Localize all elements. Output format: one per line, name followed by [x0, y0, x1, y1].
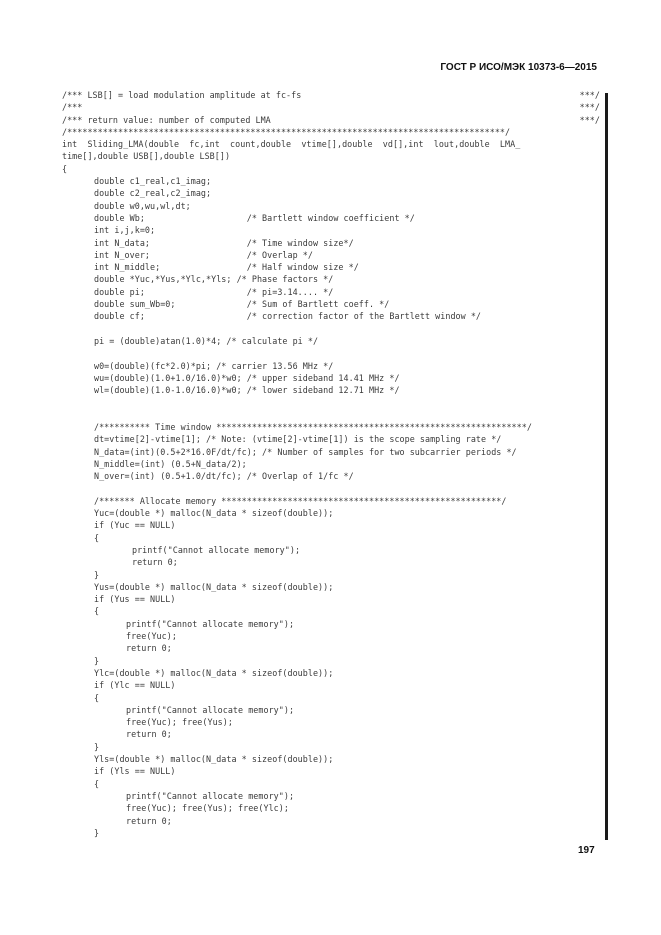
- code-text: /********** Time window *************************************************************/: [94, 422, 532, 433]
- change-bar: [605, 93, 608, 840]
- code-line: [62, 163, 602, 175]
- code-text: int N_data; /* Time window size*/: [94, 237, 354, 248]
- code-line: [62, 126, 602, 138]
- code-text: }: [94, 569, 100, 580]
- code-text: int Sliding_LMA(double fc,int count,double vtime[],double vd[],int lout,double LMA_: [62, 139, 521, 150]
- code-text: }: [94, 741, 100, 752]
- code-text: printf("Cannot allocate memory");: [126, 704, 295, 715]
- code-listing: [62, 89, 602, 839]
- code-text: {: [94, 692, 100, 703]
- code-line: [62, 495, 602, 507]
- code-text: {: [94, 606, 100, 617]
- code-line: [62, 827, 602, 839]
- code-line: [62, 605, 602, 617]
- code-text: /***: [62, 102, 83, 113]
- code-line: [62, 642, 602, 654]
- code-text: wl=(double)(1.0-1.0/16.0)*w0; /* lower sideband 12.71 MHz */: [94, 385, 400, 396]
- code-line: [62, 753, 602, 765]
- code-line: [62, 519, 602, 531]
- code-line: [62, 89, 602, 101]
- page-number: 197: [578, 845, 595, 856]
- code-text: free(Yuc); free(Yus); free(Ylc);: [126, 803, 289, 814]
- code-line: [62, 618, 602, 630]
- code-text: {: [62, 163, 68, 174]
- code-line: [62, 483, 602, 495]
- code-text: N_middle=(int) (0.5+N_data/2);: [94, 458, 247, 469]
- code-text: double *Yuc,*Yus,*Ylc,*Yls; /* Phase factors */: [94, 274, 334, 285]
- code-line: [62, 372, 602, 384]
- code-text: return 0;: [132, 557, 178, 568]
- code-text: free(Yuc);: [126, 631, 177, 642]
- code-text: N_data=(int)(0.5+2*16.0F/dt/fc); /* Number of samples for two subcarrier periods */: [94, 446, 517, 457]
- code-line: [62, 273, 602, 285]
- code-text: wu=(double)(1.0+1.0/16.0)*w0; /* upper sideband 14.41 MHz */: [94, 372, 400, 383]
- code-text: if (Yls == NULL): [94, 766, 176, 777]
- code-text: if (Yus == NULL): [94, 594, 176, 605]
- code-text: double w0,wu,wl,dt;: [94, 200, 191, 211]
- code-line: [62, 298, 602, 310]
- code-text: int i,j,k=0;: [94, 225, 156, 236]
- code-line: [62, 261, 602, 273]
- code-text: free(Yuc); free(Yus);: [126, 717, 233, 728]
- code-text: Yus=(double *) malloc(N_data * sizeof(double));: [94, 581, 334, 592]
- code-text: Yuc=(double *) malloc(N_data * sizeof(double));: [94, 508, 334, 519]
- code-text: if (Yuc == NULL): [94, 520, 176, 531]
- comment-end: ***/: [579, 114, 600, 125]
- code-line: [62, 532, 602, 544]
- document-header: ГОСТ Р ИСО/МЭК 10373-6—2015: [440, 62, 597, 73]
- code-text: double pi; /* pi=3.14.... */: [94, 286, 334, 297]
- code-line: [62, 175, 602, 187]
- comment-end: ***/: [579, 102, 600, 113]
- code-line: [62, 655, 602, 667]
- code-line: [62, 692, 602, 704]
- code-text: return 0;: [126, 815, 172, 826]
- code-line: [62, 704, 602, 716]
- code-text: {: [94, 532, 100, 543]
- code-text: Yls=(double *) malloc(N_data * sizeof(double));: [94, 754, 334, 765]
- code-text: /**************************************************************************************/: [62, 126, 511, 137]
- code-text: double c2_real,c2_imag;: [94, 188, 212, 199]
- code-text: int N_middle; /* Half window size */: [94, 262, 359, 273]
- code-line: [62, 360, 602, 372]
- code-line: [62, 815, 602, 827]
- code-line: [62, 310, 602, 322]
- code-text: }: [94, 827, 100, 838]
- code-text: w0=(double)(fc*2.0)*pi; /* carrier 13.56 MHz */: [94, 360, 334, 371]
- code-text: double cf; /* correction factor of the Bartlett window */: [94, 311, 482, 322]
- code-line: [62, 114, 602, 126]
- code-text: dt=vtime[2]-vtime[1]; /* Note: (vtime[2]-vtime[1]) is the scope sampling rate */: [94, 434, 502, 445]
- code-text: printf("Cannot allocate memory");: [126, 790, 295, 801]
- code-line: [62, 593, 602, 605]
- code-line: [62, 187, 602, 199]
- code-line: [62, 679, 602, 691]
- code-line: [62, 101, 602, 113]
- code-text: {: [94, 778, 100, 789]
- code-text: /******* Allocate memory *******************************************************/: [94, 495, 507, 506]
- code-text: printf("Cannot allocate memory");: [126, 618, 295, 629]
- code-text: return 0;: [126, 729, 172, 740]
- code-text: double Wb; /* Bartlett window coefficient */: [94, 212, 415, 223]
- code-line: [62, 396, 602, 408]
- code-line: [62, 778, 602, 790]
- code-line: [62, 335, 602, 347]
- code-line: [62, 286, 602, 298]
- code-line: [62, 458, 602, 470]
- code-line: [62, 790, 602, 802]
- code-text: printf("Cannot allocate memory");: [132, 544, 301, 555]
- code-text: /*** return value: number of computed LMA: [62, 114, 271, 125]
- comment-end: ***/: [579, 90, 600, 100]
- code-line: [62, 716, 602, 728]
- code-text: if (Ylc == NULL): [94, 680, 176, 691]
- code-line: [62, 728, 602, 740]
- code-line: [62, 212, 602, 224]
- code-text: Ylc=(double *) malloc(N_data * sizeof(double));: [94, 667, 334, 678]
- code-line: [62, 556, 602, 568]
- code-line: [62, 802, 602, 814]
- code-line: [62, 630, 602, 642]
- code-line: [62, 237, 602, 249]
- code-line: [62, 409, 602, 421]
- code-text: return 0;: [126, 643, 172, 654]
- code-line: [62, 446, 602, 458]
- code-line: [62, 138, 602, 150]
- code-line: [62, 384, 602, 396]
- code-line: [62, 741, 602, 753]
- code-text: /*** LSB[] = load modulation amplitude at fc-fs: [62, 90, 302, 100]
- code-text: int N_over; /* Overlap */: [94, 249, 313, 260]
- code-line: [62, 667, 602, 679]
- code-line: [62, 200, 602, 212]
- code-line: [62, 224, 602, 236]
- code-text: N_over=(int) (0.5+1.0/dt/fc); /* Overlap of 1/fc */: [94, 471, 354, 482]
- code-text: double c1_real,c1_imag;: [94, 176, 212, 187]
- code-line: [62, 507, 602, 519]
- code-line: [62, 347, 602, 359]
- code-line: [62, 323, 602, 335]
- code-text: }: [94, 655, 100, 666]
- code-text: double sum_Wb=0; /* Sum of Bartlett coeff. */: [94, 299, 390, 310]
- code-line: [62, 544, 602, 556]
- code-line: [62, 421, 602, 433]
- code-line: [62, 765, 602, 777]
- code-line: [62, 150, 602, 162]
- code-text: pi = (double)atan(1.0)*4; /* calculate pi */: [94, 335, 319, 346]
- code-line: [62, 581, 602, 593]
- code-line: [62, 470, 602, 482]
- code-line: [62, 433, 602, 445]
- code-line: [62, 569, 602, 581]
- code-text: time[],double USB[],double LSB[]): [62, 151, 231, 162]
- code-line: [62, 249, 602, 261]
